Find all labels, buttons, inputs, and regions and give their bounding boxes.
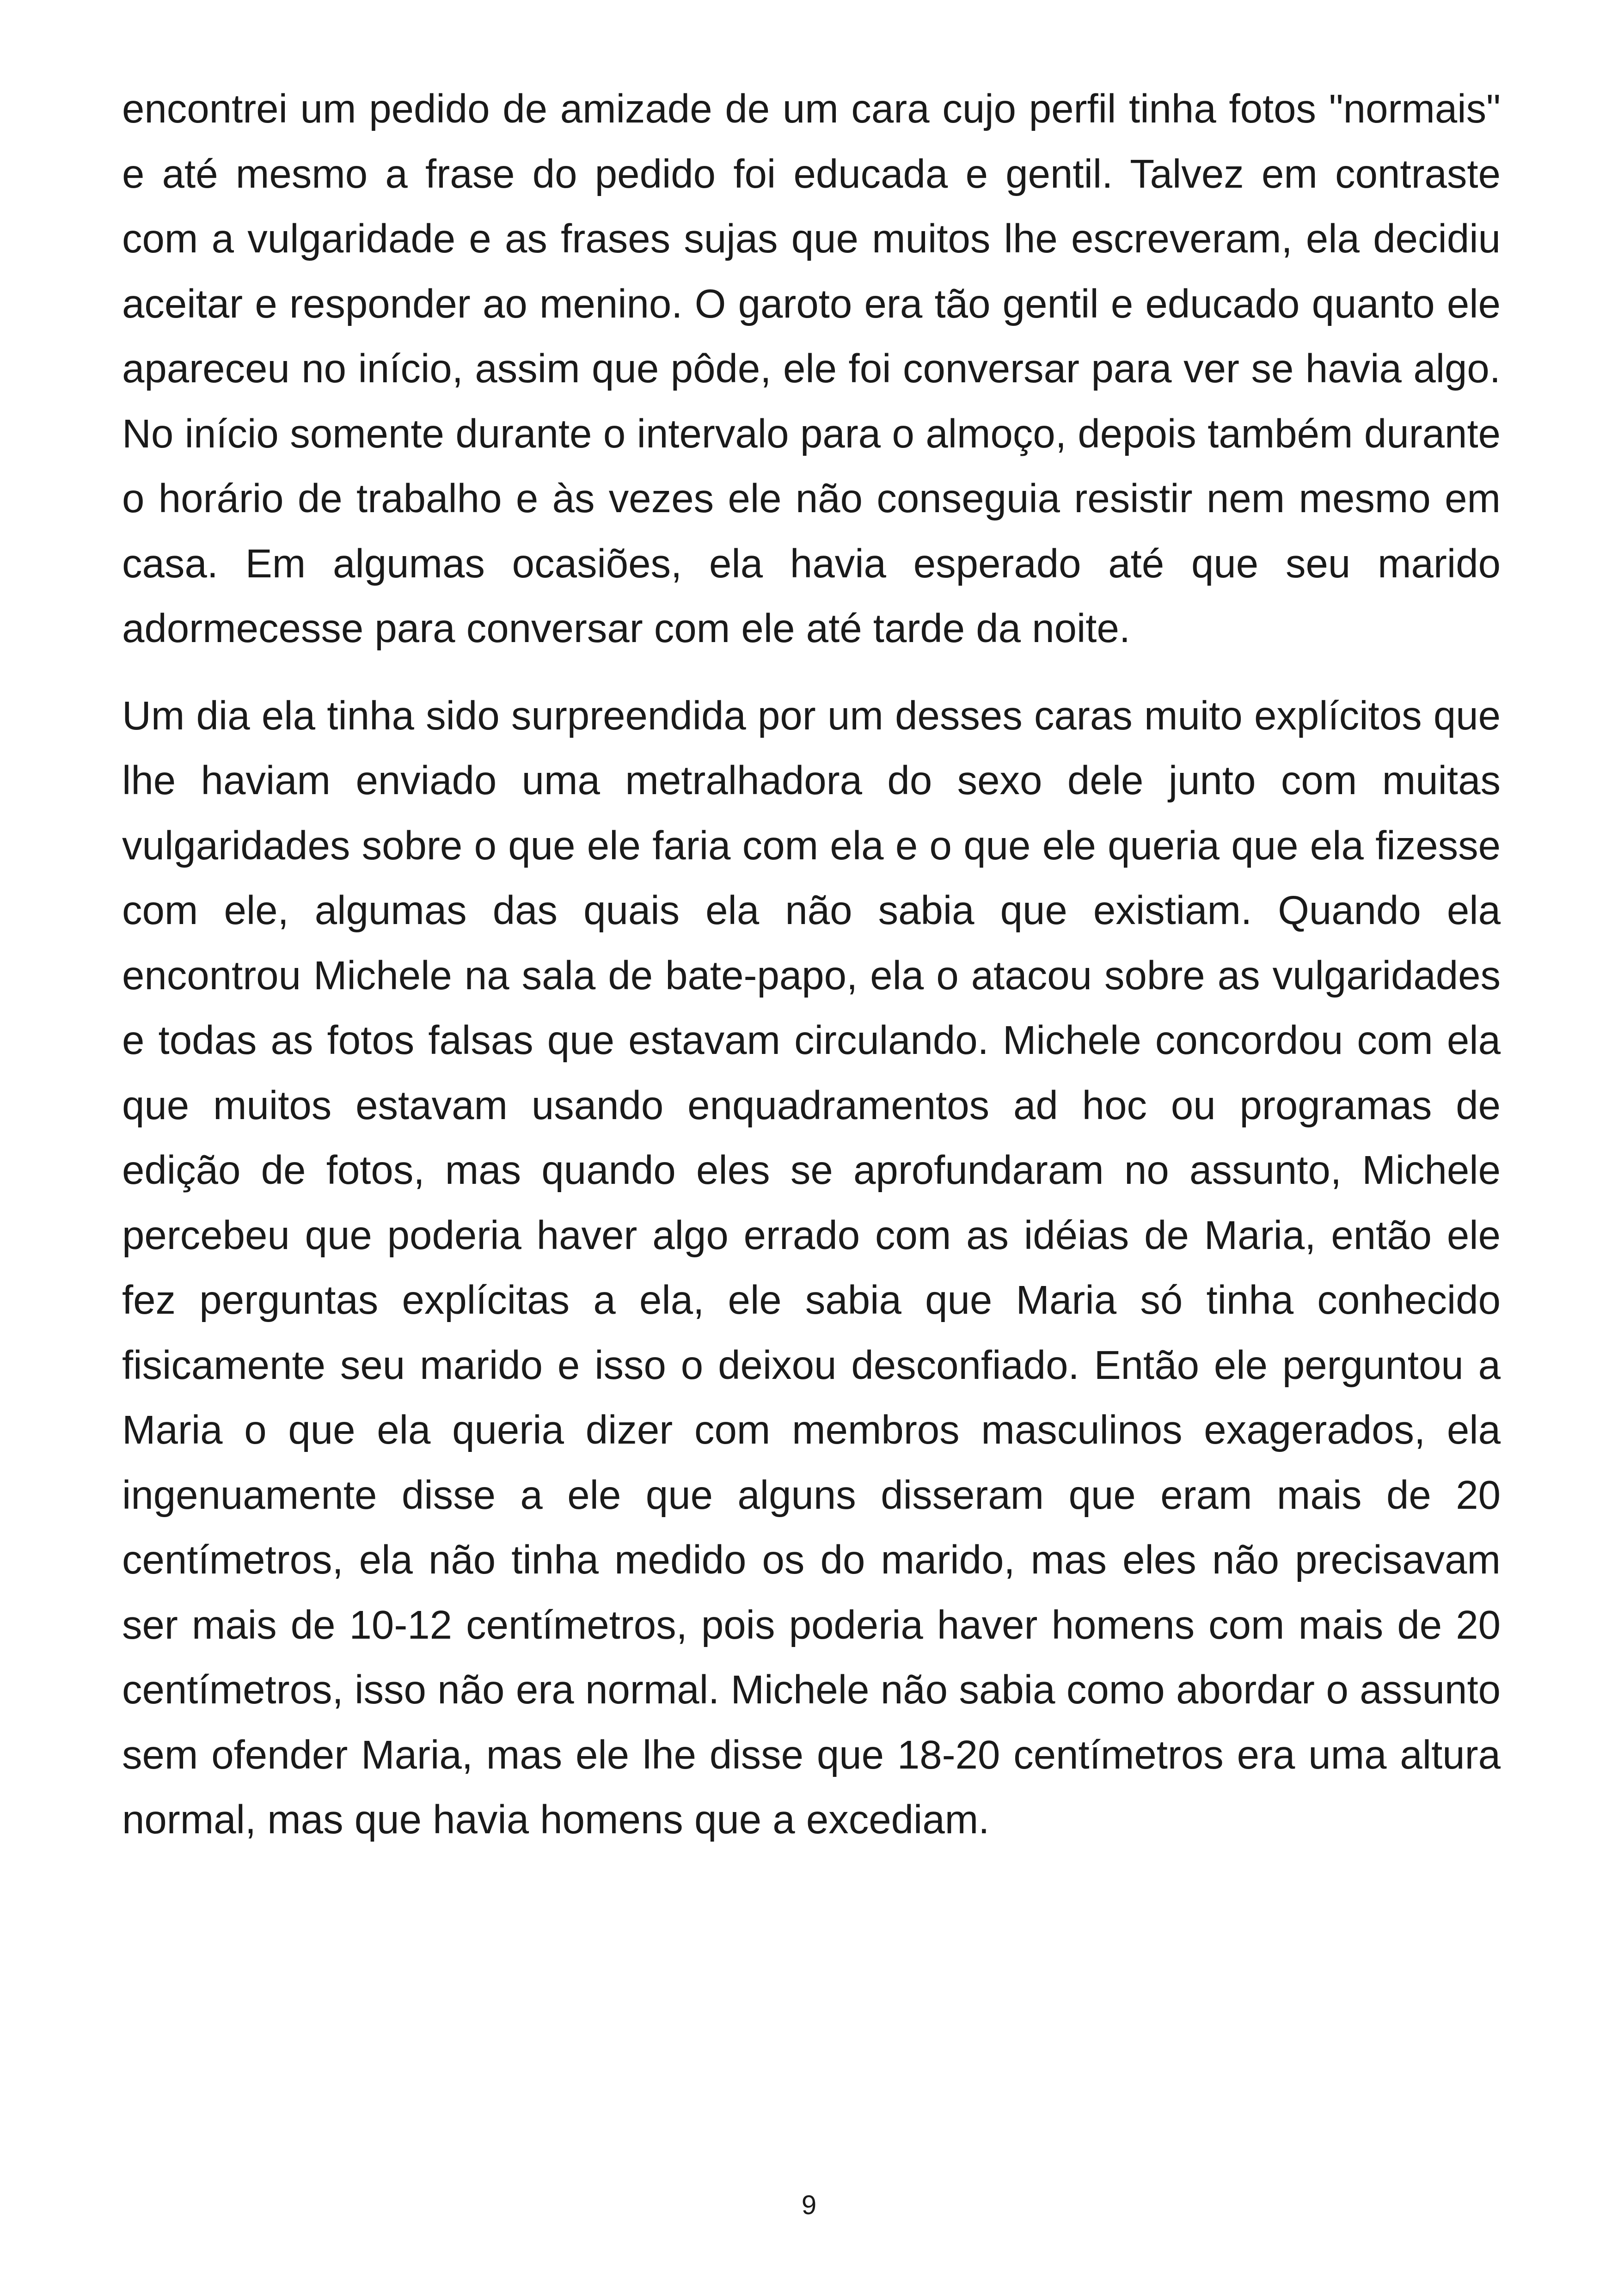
page-number: 9: [801, 2190, 817, 2220]
body-text: [122, 77, 1501, 1875]
paragraph-2: Um dia ela tinha sido surpreendida por um desses caras muito explícitos que lhe haviam enviado uma metralhadora do sexo dele junto com muitas vulgaridades sobre o que ele faria com ela e o que ele queria que ela fizesse com ele, algumas das quais ela não sabia que existiam. Quando ela encontrou Michele na sala de bate-papo, ela o atacou sobre as vulgaridades e todas as fotos falsas que estavam circulando. Michele concordou com ela que muitos estavam usando enquadramentos ad hoc ou programas de edição de fotos, mas quando eles se aprofundaram no assunto, Michele percebeu que poderia haver algo errado com as idéias de Maria, então ele fez perguntas explícitas a ela, ele sabia que Maria só tinha conhecido fisicamente seu marido e isso o deixou desconfiado. Então ele perguntou a Maria o que ela queria dizer com membros masculinos exagerados, ela ingenuamente disse a ele que alguns disseram que eram mais de 20 centímetros, ela não tinha medido os do marido, mas eles não precisavam ser mais de 10-12 centímetros, pois poderia haver homens com mais de 20 centímetros, isso não era normal. Michele não sabia como abordar o assunto sem ofender Maria, mas ele lhe disse que 18-20 centímetros era uma altura normal, mas que havia homens que a excediam.: [122, 693, 1501, 1842]
paragraph-1: encontrei um pedido de amizade de um cara cujo perfil tinha fotos "normais" e até mesmo a frase do pedido foi educada e gentil. Talvez em contraste com a vulgaridade e as frases sujas que muitos lhe escreveram, ela decidiu aceitar e responder ao menino. O garoto era tão gentil e educado quanto ele apareceu no início, assim que pôde, ele foi conversar para ver se havia algo. No início somente durante o intervalo para o almoço, depois também durante o horário de trabalho e às vezes ele não conseguia resistir nem mesmo em casa. Em algumas ocasiões, ela havia esperado até que seu marido adormecesse para conversar com ele até tarde da noite.: [122, 86, 1501, 651]
